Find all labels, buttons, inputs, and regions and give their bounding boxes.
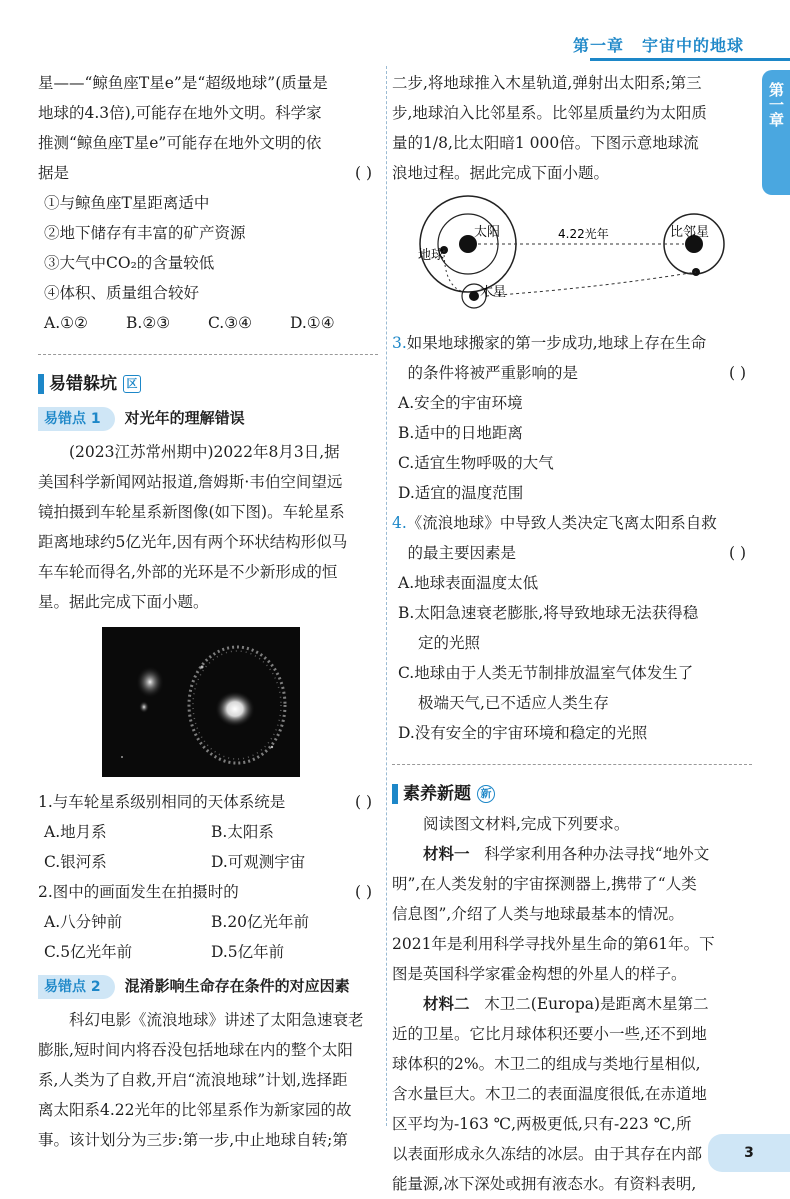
option-c[interactable]: C.银河系 [44,853,107,871]
option-d[interactable]: D.没有安全的宇宙环境和稳定的光照 [398,724,648,742]
passage-line: 能量源,冰下深处或拥有液态水。有资料表明, [392,1175,697,1193]
answer-paren[interactable]: ( ) [728,544,746,562]
section-heading-new [392,779,752,809]
option-c-cont: 极端天气,已不适应人类生存 [418,694,609,712]
jupiter-label: 木星 [480,285,507,300]
answer-paren[interactable]: ( ) [728,364,746,382]
intro-line: 星——“鲸鱼座T星e”是“超级地球”(质量是 [38,74,328,92]
passage-line: 科幻电影《流浪地球》讲述了太阳急速衰老 [69,1011,364,1029]
travel-path [486,272,696,296]
cartwheel-galaxy-photo [102,627,300,777]
option-c[interactable]: C.适宜生物呼吸的大气 [398,454,554,472]
options-row [38,847,378,877]
option-a[interactable]: A.安全的宇宙环境 [398,394,523,412]
option-c[interactable]: C.地球由于人类无节制排放温室气体发生了 [398,664,694,682]
header-chapter: 第一章 [572,36,624,55]
passage-line: 区平均为-163 ℃,两极更低,只有-223 ℃,所 [392,1115,692,1133]
error-point-1 [38,403,378,433]
answer-paren[interactable]: ( ) [354,164,372,182]
choice-item: ③大气中CO₂的含量较低 [44,254,215,272]
galaxy-image [102,627,300,777]
section-bar [392,784,398,804]
question-4-cont: 的最主要因素是 ( ) [392,538,752,568]
section-title: 易错躲坑 [49,374,117,394]
passage-line: 膨胀,短时间内将吞没包括地球在内的整个太阳 [38,1041,353,1059]
passage-line: (2023江苏常州期中)2022年8月3日,据 [69,443,340,461]
passage-line: 近的卫星。它比月球体积还要小一些,还不到地 [392,1025,707,1043]
passage-line: 图是英国科学家霍金构想的外星人的样子。 [392,965,687,983]
passage-line: 系,人类为了自救,开启“流浪地球”计划,选择距 [38,1071,348,1089]
passage-line: 2021年是利用科学寻找外星生命的第61年。下 [392,935,715,953]
option-b[interactable]: B.适中的日地距离 [398,424,523,442]
passage-line: 浪地过程。据此完成下面小题。 [392,164,610,182]
material-1: 材料一 科学家利用各种办法寻找“地外文 [423,844,710,863]
option-a[interactable]: A.地球表面温度太低 [398,574,539,592]
passage-line: 量的1/8,比太阳暗1 000倍。下图示意地球流 [392,134,699,152]
passage-line: 信息图”,介绍了人类与地球最基本的情况。 [392,905,684,923]
page-header [555,33,744,56]
answer-paren[interactable]: ( ) [354,793,372,811]
error-tag: 易错点 1 [38,407,115,431]
intro-line: 推测“鲸鱼座T星e”可能存在地外文明的依 [38,134,322,152]
passage-line: 星。据此完成下面小题。 [38,593,209,611]
passage-line: 步,地球泊入比邻星系。比邻星质量约为太阳质 [392,104,707,122]
choice-item: ①与鲸鱼座T星距离适中 [44,194,210,212]
passage-line: 球体积的2%。木卫二的组成与类地行星相似, [392,1055,701,1073]
intro-line: 据是 ( ) [38,158,378,188]
question-4: 4.《流浪地球》中导致人类决定飞离太阳系自救 [392,514,717,532]
section-heading-errors [38,369,378,399]
option-d[interactable]: D.可观测宇宙 [211,853,306,871]
proxima-label: 比邻星 [670,225,710,240]
option-d[interactable]: D.适宜的温度范围 [398,484,524,502]
instruction: 阅读图文材料,完成下列要求。 [423,815,630,833]
question-3: 3.如果地球搬家的第一步成功,地球上存在生命 [392,334,707,352]
option-b[interactable]: B.太阳急速衰老膨胀,将导致地球无法获得稳 [398,604,699,622]
error-title: 对光年的理解错误 [124,409,245,427]
passage-line: 事。该计划分为三步:第一步,中止地球自转;第 [38,1131,348,1149]
error-tag: 易错点 2 [38,975,115,999]
section-title: 素养新题 [403,784,471,804]
question-1: 1.与车轮星系级别相同的天体系统是 ( ) [38,787,378,817]
header-title: 宇宙中的地球 [641,36,744,55]
option-c[interactable]: C.5亿光年前 [44,943,133,961]
options-row [38,817,378,847]
options-row [38,907,378,937]
option-a[interactable]: A.地月系 [44,823,107,841]
passage-line: 镜拍摄到车轮星系新图像(如下图)。车轮星系 [38,503,345,521]
option-a[interactable]: A.八分钟前 [44,913,123,931]
question-2: 2.图中的画面发生在拍摄时的 ( ) [38,877,378,907]
side-tab-label: 第一章 [767,82,785,127]
error-point-2 [38,971,378,1001]
options-row [38,937,378,967]
jupiter-dot [469,291,479,301]
passage-line: 美国科学新闻网站报道,詹姆斯·韦伯空间望远 [38,473,343,491]
column-divider [386,66,388,1126]
star-badge-icon: 新 [477,785,495,803]
section-divider [38,354,378,355]
option-b[interactable]: B.太阳系 [211,823,274,841]
option-a[interactable]: A.①② [44,314,88,332]
option-d[interactable]: D.5亿年前 [211,943,285,961]
earth-label: 地球 [418,248,445,263]
distance-label: 4.22光年 [558,227,609,241]
passage-line: 以表面形成永久冻结的冰层。由于其存在内部 [392,1145,703,1163]
section-bar [38,374,44,394]
section-divider [392,764,752,765]
left-column [38,68,378,1155]
right-column [392,68,752,1199]
passage-line: 含水量巨大。木卫二的表面温度很低,在赤道地 [392,1085,707,1103]
option-b[interactable]: B.20亿光年前 [211,913,310,931]
chapter-side-tab[interactable] [762,70,790,195]
choice-item: ④体积、质量组合较好 [44,284,200,302]
options-row [38,308,378,338]
option-b-cont: 定的光照 [418,634,481,652]
option-d[interactable]: D.①④ [290,314,335,332]
sun-label: 太阳 [474,225,501,240]
passage-line: 二步,将地球推入木星轨道,弹射出太阳系;第三 [392,74,702,92]
passage-line: 离太阳系4.22光年的比邻星系作为新家园的故 [38,1101,352,1119]
option-b[interactable]: B.②③ [126,314,171,332]
wandering-earth-diagram [408,192,748,312]
passage-line: 车车轮而得名,外部的光环是不少新形成的恒 [38,563,338,581]
header-rule [590,58,790,61]
passage-line: 距离地球约5亿光年,因有两个环状结构形似马 [38,533,348,551]
error-title: 混淆影响生命存在条件的对应因素 [124,977,350,995]
answer-paren[interactable]: ( ) [354,883,372,901]
choice-item: ②地下储存有丰富的矿产资源 [44,224,246,242]
page-number: 3 [708,1134,790,1172]
question-3-cont: 的条件将被严重影响的是 ( ) [392,358,752,388]
material-2: 材料二 木卫二(Europa)是距离木星第二 [423,994,709,1013]
section-badge-icon: 区 [123,375,141,393]
passage-line: 明”,在人类发射的宇宙探测器上,携带了“人类 [392,875,697,893]
intro-line: 地球的4.3倍),可能存在地外文明。科学家 [38,104,322,122]
option-c[interactable]: C.③④ [208,314,253,332]
